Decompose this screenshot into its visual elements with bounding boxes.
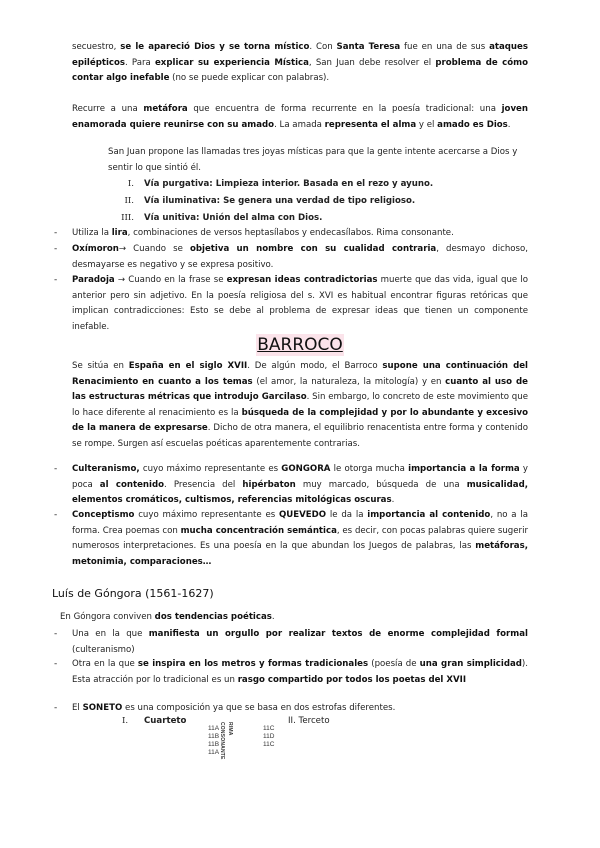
bullet-dash: -: [54, 228, 58, 238]
bullet-dash: -: [54, 244, 58, 254]
rhyme-line: 11A: [208, 725, 220, 732]
heading-gongora: Luís de Góngora (1561-1627): [52, 587, 214, 600]
intro-paragraph-1: secuestro, se le apareció Dios y se torna místico. Con Santa Teresa fue en una de sus ataques epilépticos. Para explicar su experiencia Mística, San Juan debe resolver el problema de cómo contar algo inefable (no se puede explicar con palabras).: [72, 42, 529, 84]
bullet-tendencia-1: Una en la que manifiesta un orgullo por realizar textos de enorme complejidad formal (culteranismo): [72, 629, 528, 655]
bullet-soneto: El SONETO es una composición ya que se basa en dos estrofas diferentes.: [72, 703, 396, 713]
terceto-label: II. Terceto: [288, 716, 330, 726]
rhyme-line: 11C: [263, 725, 275, 732]
terceto-rhyme-scheme: [263, 725, 274, 749]
rhyme-line: 11B: [208, 733, 220, 740]
rhyme-line: 11B: [208, 741, 220, 748]
barroco-paragraph: Se sitúa en España en el siglo XVII. De algún modo, el Barroco supone una continuación del Renacimiento en cuanto a los temas (el amor, la naturaleza, la mitología) y en cuanto al uso de las estructuras métricas que introdujo Garcilaso. Sin embargo, lo concreto de este movimiento que lo hace diferente al renacimiento es la búsqueda de la complejidad y por lo abundante y excesivo de la manera de expresarse. Dicho de otra manera, el equilibrio renacentista entre forma y contenido se rompe. Surgen así escuelas poéticas aparentemente contrarias.: [72, 361, 529, 449]
rhyme-line: 11C: [263, 741, 275, 748]
bullet-dash: -: [54, 275, 58, 285]
bullet-dash: -: [54, 629, 58, 639]
cuarteto-label: I. Cuarteto: [122, 716, 187, 726]
via-item-1: I. Vía purgativa: Limpieza interior. Basada en el rezo y ayuno.: [127, 179, 434, 189]
bullet-oximoron: Oxímoron→ Cuando se objetiva un nombre con su cualidad contraria, desmayo dichoso, desmayarse es negativo y se expresa positivo.: [72, 244, 528, 270]
bullet-dash: -: [54, 703, 58, 713]
rima-consonante-label: RIMA CONSONANTE: [219, 722, 233, 760]
bullet-paradoja: Paradoja → Cuando en la frase se expresan ideas contradictorias muerte que das vida, igual que lo anterior pero sin adjetivo. En la poesía religiosa del s. XVI es habitual encontrar figuras retóricas que implican contradicciones: Esto se debe al problema de expresar ideas que tienen un componente inefable.: [72, 275, 529, 332]
via-item-3: III. Vía unitiva: Unión del alma con Dios.: [121, 213, 323, 223]
rhyme-line: 11D: [263, 733, 275, 740]
bullet-dash: -: [54, 659, 58, 669]
bullet-tendencia-2: Otra en la que se inspira en los metros y formas tradicionales (poesía de una gran simplicidad). Esta atracción por lo tradicional es un rasgo compartido por todos los poetas del XVII: [72, 659, 529, 685]
bullet-lira: Utiliza la lira, combinaciones de versos heptasílabos y endecasílabos. Rima consonante.: [72, 228, 454, 238]
bullet-dash: -: [54, 464, 58, 474]
intro-paragraph-2: Recurre a una metáfora que encuentra de forma recurrente en la poesía tradicional: una joven enamorada quiere reunirse con su amado. La amada representa el alma y el amado es Dios.: [72, 104, 528, 130]
section-title-barroco: BARROCO: [257, 335, 343, 355]
bullet-conceptismo: Conceptismo cuyo máximo representante es QUEVEDO le da la importancia al contenido, no a la forma. Crea poemas con mucha concentración semántica, es decir, con pocas palabras quiere sugerir numerosos interpretaciones. Es una poesía en la que abundan los Juegos de palabras, las metáforas, metonimia, comparaciones…: [72, 510, 528, 567]
bullet-dash: -: [54, 510, 58, 520]
bullet-culteranismo: Culteranismo, cuyo máximo representante es GONGORA le otorga mucha importancia a la forma y poca al contenido. Presencia del hipérbaton muy marcado, búsqueda de una musicalidad, elementos cromáticos, cultismos, referencias mitológicas oscuras.: [72, 464, 528, 506]
gongora-intro: En Góngora conviven dos tendencias poéticas.: [60, 612, 275, 622]
intro-paragraph-3: San Juan propone las llamadas tres joyas místicas para que la gente intente acercarse a Dios y sentir lo que sintió él.: [108, 147, 518, 173]
rhyme-line: 11A: [208, 749, 220, 756]
via-item-2: II. Vía iluminativa: Se genera una verdad de tipo religioso.: [124, 196, 416, 206]
